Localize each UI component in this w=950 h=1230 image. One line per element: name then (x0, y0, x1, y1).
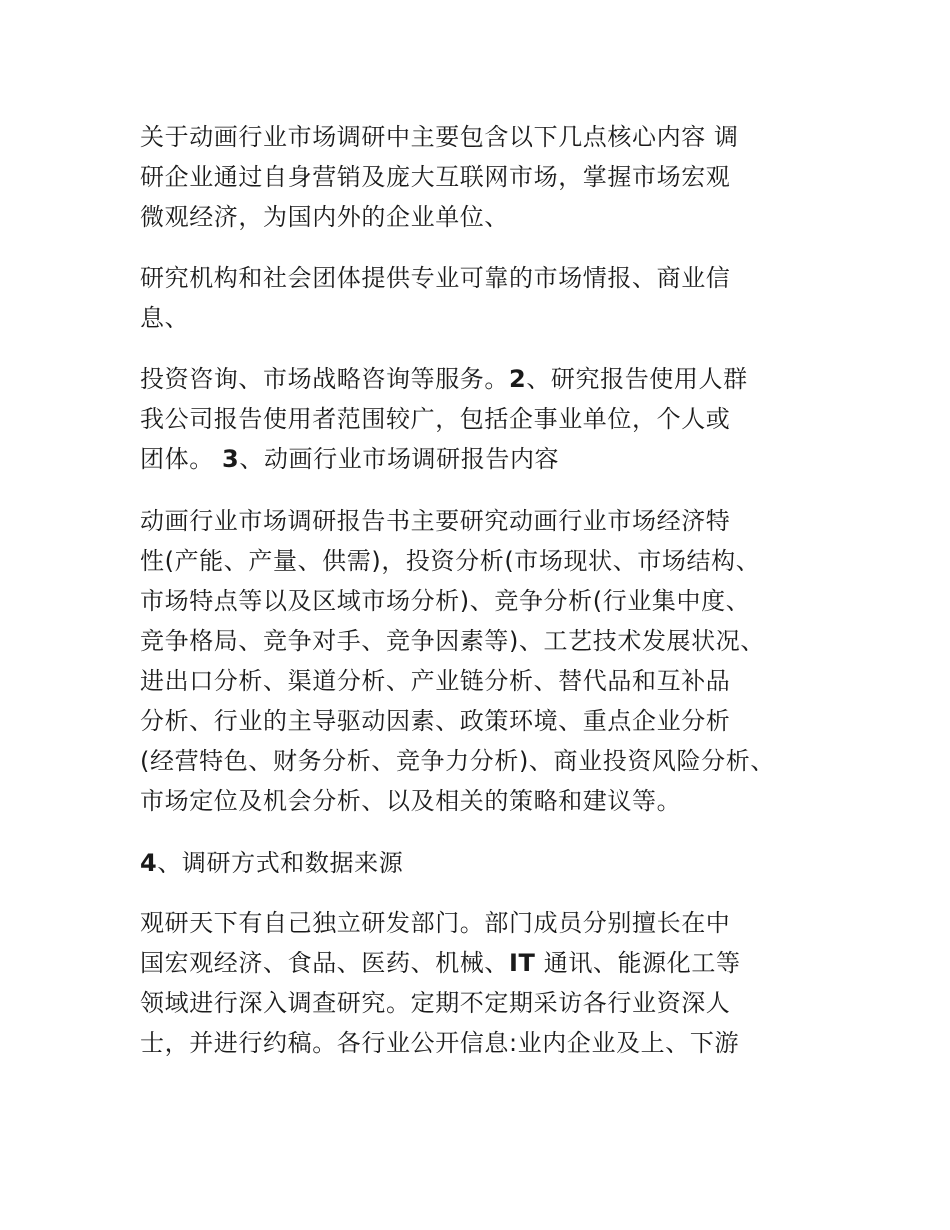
text-segment: 、动画行业市场调研报告内容 (239, 445, 560, 473)
text-segment-bold: IT (509, 949, 536, 977)
text-line (140, 439, 840, 479)
text-line: 息、 (140, 304, 190, 332)
text-line: 市场定位及机会分析、以及相关的策略和建议等。 (140, 787, 682, 815)
section-number: 2 (509, 365, 527, 393)
text-line: 我公司报告使用者范围较广，包括企事业单位，个人或 (140, 405, 731, 433)
text-line: 进出口分析、渠道分析、产业链分析、替代品和互补品 (140, 667, 731, 695)
text-segment: 投资咨询、市场战略咨询等服务。 (140, 365, 509, 393)
text-segment: 国宏观经济、食品、医药、机械、 (140, 949, 509, 977)
paragraph-intro (140, 117, 840, 237)
text-line: 观研天下有自己独立研发部门。部门成员分别擅长在中 (140, 909, 731, 937)
text-line (140, 359, 840, 399)
text-line: 市场特点等以及区域市场分析)、竞争分析(行业集中度、 (140, 587, 751, 615)
text-line (140, 843, 840, 883)
text-segment: 、调研方式和数据来源 (157, 849, 404, 877)
paragraph-report-contents (140, 501, 840, 821)
section-number: 4 (140, 849, 158, 877)
text-line: 研企业通过自身营销及庞大互联网市场，掌握市场宏观 (140, 163, 731, 191)
text-line: 关于动画行业市场调研中主要包含以下几点核心内容 调 (140, 123, 739, 151)
text-segment: 通讯、能源化工等 (535, 949, 741, 977)
paragraph-report-users (140, 359, 840, 479)
text-line: 性(产能、产量、供需)，投资分析(市场现状、市场结构、 (140, 547, 761, 575)
text-line: 研究机构和社会团体提供专业可靠的市场情报、商业信 (140, 264, 731, 292)
text-line (140, 943, 840, 983)
text-line: 动画行业市场调研报告书主要研究动画行业市场经济特 (140, 507, 731, 535)
text-line: (经营特色、财务分析、竞争力分析)、商业投资风险分析、 (140, 747, 775, 775)
text-line: 分析、行业的主导驱动因素、政策环境、重点企业分析 (140, 707, 731, 735)
text-line: 竞争格局、竞争对手、竞争因素等)、工艺技术发展状况、 (140, 627, 765, 655)
text-segment: 团体。 (140, 445, 223, 473)
text-line: 领域进行深入调查研究。定期不定期采访各行业资深人 (140, 989, 731, 1017)
text-line: 士，并进行约稿。各行业公开信息:业内企业及上、下游 (140, 1029, 740, 1057)
text-segment: 、研究报告使用人群 (526, 365, 748, 393)
section-heading-methods (140, 843, 840, 883)
text-line: 微观经济，为国内外的企业单位、 (140, 203, 509, 231)
section-number: 3 (222, 445, 240, 473)
paragraph-data-sources (140, 903, 840, 1063)
paragraph-research-institutions (140, 258, 840, 338)
